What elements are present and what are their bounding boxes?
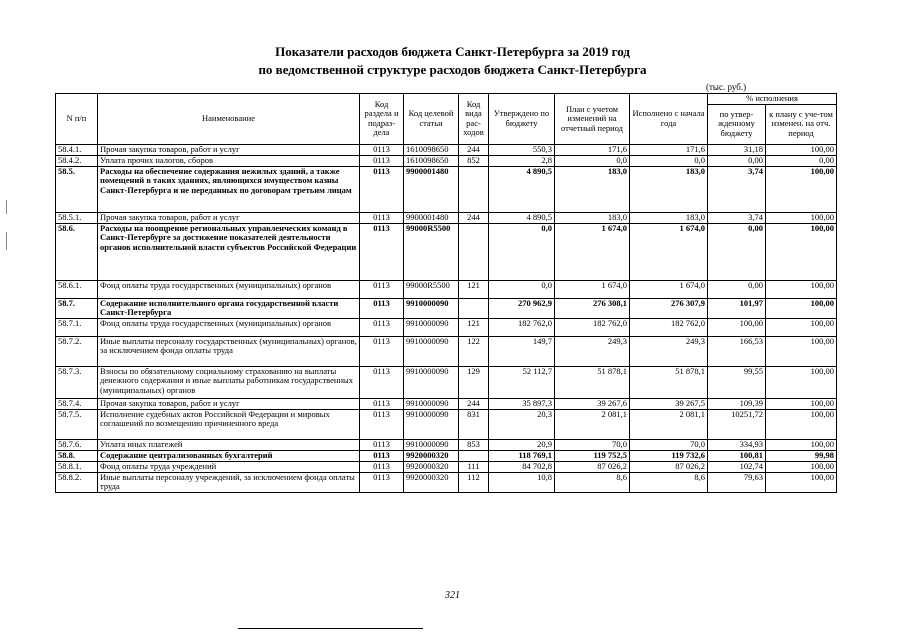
cell-section: 0113 [360,366,404,398]
cell-pct-approved: 0,00 [708,280,766,298]
cell-pct-plan: 100,00 [766,366,837,398]
cell-kind: 121 [459,318,489,336]
report-title-line-1: Показатели расходов бюджета Санкт-Петербурга за 2019 год [275,44,630,59]
table-row [56,439,837,450]
cell-num: 58.7. [56,298,98,318]
cell-pct-plan: 100,00 [766,472,837,492]
cell-executed: 171,6 [630,144,708,155]
cell-target: 99000R5500 [404,280,459,298]
units-label: (тыс. руб.) [706,82,747,92]
cell-target: 9920000320 [404,461,459,472]
cell-target: 9910000090 [404,439,459,450]
cell-section: 0113 [360,450,404,461]
cell-approved: 0,0 [489,223,555,280]
cell-approved: 35 897,3 [489,398,555,409]
cell-plan: 70,0 [555,439,630,450]
cell-pct-approved: 31,18 [708,144,766,155]
cell-section: 0113 [360,280,404,298]
cell-plan: 183,0 [555,166,630,212]
cell-kind: 853 [459,439,489,450]
cell-pct-plan: 100,00 [766,439,837,450]
header-pct-approved: по утвер-жденному бюджету [708,104,766,144]
cell-pct-plan: 100,00 [766,298,837,318]
cell-pct-approved: 99,55 [708,366,766,398]
cell-target: 1610098650 [404,155,459,166]
cell-section: 0113 [360,439,404,450]
cell-approved: 20,3 [489,409,555,439]
cell-plan: 249,3 [555,336,630,366]
table-row [56,366,837,398]
cell-num: 58.8.1. [56,461,98,472]
table-row [56,409,837,439]
cell-plan: 183,0 [555,212,630,223]
cell-num: 58.7.5. [56,409,98,439]
cell-num: 58.5. [56,166,98,212]
cell-kind [459,298,489,318]
cell-executed: 1 674,0 [630,280,708,298]
cell-approved: 550,3 [489,144,555,155]
cell-pct-approved: 100,81 [708,450,766,461]
cell-approved: 118 769,1 [489,450,555,461]
cell-target: 9910000090 [404,298,459,318]
cell-plan: 119 752,5 [555,450,630,461]
header-num: N п/п [56,94,98,145]
cell-target: 9910000090 [404,398,459,409]
cell-num: 58.5.1. [56,212,98,223]
cell-executed: 87 026,2 [630,461,708,472]
cell-kind: 121 [459,280,489,298]
cell-pct-approved: 166,53 [708,336,766,366]
cell-name: Фонд оплаты труда государственных (муниципальных) органов [98,280,360,298]
cell-name: Уплата иных платежей [98,439,360,450]
cell-name: Расходы на поощрение региональных управленческих команд в Санкт-Петербурге за достижение показателей деятельности органов исполнительной власти субъектов Российской Федерации [98,223,360,280]
cell-target: 9910000090 [404,336,459,366]
header-approved: Утверждено по бюджету [489,94,555,145]
header-name: Наименование [98,94,360,145]
cell-section: 0113 [360,318,404,336]
cell-approved: 52 112,7 [489,366,555,398]
cell-kind: 244 [459,398,489,409]
cell-executed: 0,0 [630,155,708,166]
budget-table [55,93,837,493]
cell-pct-approved: 79,63 [708,472,766,492]
cell-pct-plan: 100,00 [766,144,837,155]
cell-kind: 852 [459,155,489,166]
cell-name: Содержание исполнительного органа государственной власти Санкт-Петербурга [98,298,360,318]
cell-kind: 244 [459,144,489,155]
cell-num: 58.7.2. [56,336,98,366]
cell-kind [459,166,489,212]
cell-target: 9900001480 [404,166,459,212]
cell-pct-approved: 0,00 [708,223,766,280]
cell-approved: 182 762,0 [489,318,555,336]
cell-approved: 149,7 [489,336,555,366]
cell-pct-approved: 10251,72 [708,409,766,439]
cell-num: 58.7.3. [56,366,98,398]
cell-name: Содержание централизованных бухгалтерий [98,450,360,461]
table-row [56,461,837,472]
cell-executed: 1 674,0 [630,223,708,280]
cell-plan: 51 878,1 [555,366,630,398]
cell-plan: 2 081,1 [555,409,630,439]
cell-target: 1610098650 [404,144,459,155]
cell-executed: 8,6 [630,472,708,492]
cell-name: Прочая закупка товаров, работ и услуг [98,144,360,155]
cell-section: 0113 [360,472,404,492]
header-pct-plan: к плану с уче-том изменен. на отч. период [766,104,837,144]
cell-pct-approved: 3,74 [708,166,766,212]
table-row [56,398,837,409]
cell-num: 58.8.2. [56,472,98,492]
page-number: 321 [445,590,460,601]
table-row [56,450,837,461]
cell-pct-approved: 101,97 [708,298,766,318]
cell-pct-plan: 100,00 [766,461,837,472]
cell-executed: 39 267,5 [630,398,708,409]
cell-executed: 249,3 [630,336,708,366]
cell-target: 9920000320 [404,450,459,461]
cell-executed: 276 307,9 [630,298,708,318]
cell-num: 58.7.1. [56,318,98,336]
cell-approved: 4 890,5 [489,166,555,212]
cell-target: 99000R5500 [404,223,459,280]
cell-approved: 10,8 [489,472,555,492]
cell-section: 0113 [360,461,404,472]
cell-kind: 244 [459,212,489,223]
cell-num: 58.4.1. [56,144,98,155]
table-row [56,223,837,280]
table-row [56,318,837,336]
table-row [56,280,837,298]
table-row [56,472,837,492]
cell-section: 0113 [360,212,404,223]
scan-artifact [6,200,7,214]
footer-line [238,628,423,629]
cell-pct-plan: 100,00 [766,398,837,409]
cell-executed: 2 081,1 [630,409,708,439]
cell-kind: 129 [459,366,489,398]
cell-name: Прочая закупка товаров, работ и услуг [98,212,360,223]
table-row [56,298,837,318]
cell-name: Иные выплаты персоналу учреждений, за исключением фонда оплаты труда [98,472,360,492]
cell-target: 9910000090 [404,409,459,439]
cell-approved: 2,8 [489,155,555,166]
cell-pct-plan: 100,00 [766,336,837,366]
cell-num: 58.4.2. [56,155,98,166]
cell-executed: 183,0 [630,166,708,212]
cell-executed: 182 762,0 [630,318,708,336]
cell-pct-plan: 100,00 [766,318,837,336]
cell-num: 58.7.4. [56,398,98,409]
cell-section: 0113 [360,336,404,366]
cell-target: 9910000090 [404,318,459,336]
cell-pct-approved: 3,74 [708,212,766,223]
cell-pct-plan: 99,98 [766,450,837,461]
cell-pct-plan: 0,00 [766,155,837,166]
cell-plan: 171,6 [555,144,630,155]
cell-section: 0113 [360,398,404,409]
cell-plan: 1 674,0 [555,223,630,280]
cell-pct-plan: 100,00 [766,280,837,298]
table-row [56,155,837,166]
cell-name: Фонд оплаты труда государственных (муниципальных) органов [98,318,360,336]
cell-approved: 20,9 [489,439,555,450]
cell-pct-plan: 100,00 [766,212,837,223]
header-plan: План с учетом изменений на отчетный период [555,94,630,145]
cell-kind: 112 [459,472,489,492]
cell-executed: 183,0 [630,212,708,223]
cell-plan: 182 762,0 [555,318,630,336]
cell-section: 0113 [360,155,404,166]
cell-name: Фонд оплаты труда учреждений [98,461,360,472]
cell-plan: 0,0 [555,155,630,166]
cell-target: 9920000320 [404,472,459,492]
cell-executed: 70,0 [630,439,708,450]
cell-num: 58.8. [56,450,98,461]
header-kind: Код вида рас-ходов [459,94,489,145]
cell-kind: 111 [459,461,489,472]
cell-pct-approved: 109,39 [708,398,766,409]
cell-target: 9910000090 [404,366,459,398]
cell-name: Расходы на обеспечение содержания нежилых зданий, а также помещений в таких зданиях, являющихся имуществом казны Санкт-Петербурга и не переданных по договорам третьим лицам [98,166,360,212]
cell-section: 0113 [360,298,404,318]
cell-pct-plan: 100,00 [766,409,837,439]
cell-plan: 39 267,6 [555,398,630,409]
cell-kind: 122 [459,336,489,366]
cell-section: 0113 [360,166,404,212]
cell-section: 0113 [360,144,404,155]
cell-name: Уплата прочих налогов, сборов [98,155,360,166]
cell-approved: 270 962,9 [489,298,555,318]
report-title-line-2: по ведомственной структуре расходов бюджета Санкт-Петербурга [258,62,647,77]
header-target: Код целевой статьи [404,94,459,145]
cell-kind [459,450,489,461]
table-row [56,144,837,155]
table-row [56,336,837,366]
cell-pct-approved: 102,74 [708,461,766,472]
cell-target: 9900001480 [404,212,459,223]
cell-name: Прочая закупка товаров, работ и услуг [98,398,360,409]
cell-kind [459,223,489,280]
cell-executed: 119 732,6 [630,450,708,461]
cell-pct-approved: 100,00 [708,318,766,336]
cell-name: Исполнение судебных актов Российской Федерации и мировых соглашений по возмещению причиненного вреда [98,409,360,439]
cell-name: Иные выплаты персоналу государственных (муниципальных) органов, за исключением фонда оплаты труда [98,336,360,366]
cell-pct-approved: 0,00 [708,155,766,166]
cell-section: 0113 [360,223,404,280]
cell-num: 58.7.6. [56,439,98,450]
cell-num: 58.6.1. [56,280,98,298]
cell-approved: 0,0 [489,280,555,298]
header-executed: Исполнено с начала года [630,94,708,145]
cell-plan: 8,6 [555,472,630,492]
cell-approved: 84 702,8 [489,461,555,472]
cell-name: Взносы по обязательному социальному страхованию на выплаты денежного содержания и иные выплаты работникам государственных (муниципальных) органов [98,366,360,398]
cell-plan: 1 674,0 [555,280,630,298]
cell-plan: 276 308,1 [555,298,630,318]
table-row [56,166,837,212]
cell-kind: 831 [459,409,489,439]
header-section: Код раздела и подраз-дела [360,94,404,145]
table-row [56,212,837,223]
header-pct-group: % исполнения [708,94,837,105]
scan-artifact [6,232,7,250]
cell-plan: 87 026,2 [555,461,630,472]
cell-pct-plan: 100,00 [766,223,837,280]
cell-executed: 51 878,1 [630,366,708,398]
cell-section: 0113 [360,409,404,439]
cell-approved: 4 890,5 [489,212,555,223]
cell-pct-approved: 334,93 [708,439,766,450]
cell-num: 58.6. [56,223,98,280]
cell-pct-plan: 100,00 [766,166,837,212]
